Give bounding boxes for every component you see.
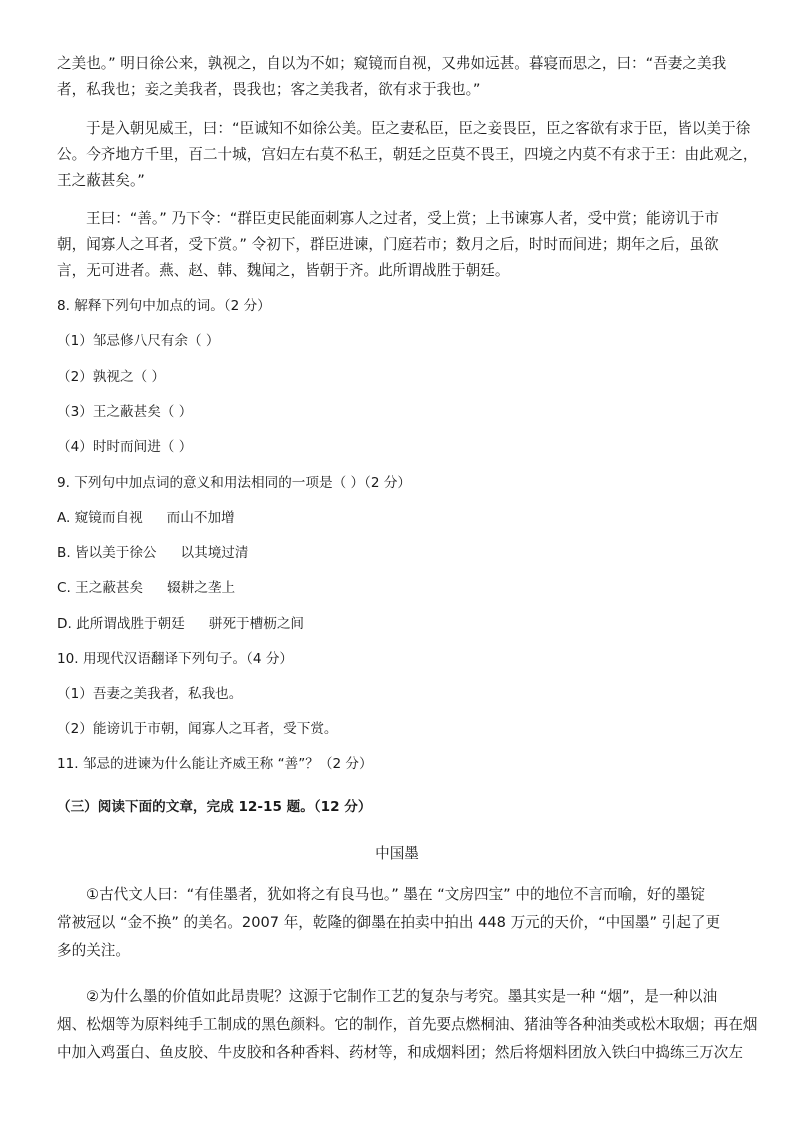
question-8-item: （1）邹忌修八尺有余（ ） (57, 333, 220, 349)
option-left: A. 窥镜而自视 (57, 510, 143, 526)
option-left: B. 皆以美于徐公 (57, 545, 157, 561)
question-10-item: （1）吾妻之美我者，私我也。 (57, 686, 243, 702)
question-10-item: （2）能谤讥于市朝，闻寡人之耳者，受下赏。 (57, 721, 338, 737)
passage-line: 言，无可进者。燕、赵、韩、魏闻之，皆朝于齐。此所谓战胜于朝廷。 (57, 262, 510, 279)
article-line: 中加入鸡蛋白、鱼皮胶、牛皮胶和各种香料、药材等，和成烟料团；然后将烟料团放入铁臼中捣练三万次左 (57, 1044, 743, 1061)
question-9-option-b (57, 543, 249, 563)
article-line: ②为什么墨的价值如此昂贵呢？这源于它制作工艺的复杂与考究。墨其实是一种 “烟”，是一种以油 (86, 988, 718, 1005)
question-9-stem: 9. 下列句中加点词的意义和用法相同的一项是（ ）（2 分） (57, 475, 412, 491)
option-right: 而山不加增 (166, 510, 235, 526)
question-10-stem: 10. 用现代汉语翻译下列句子。（4 分） (57, 651, 294, 667)
section-heading: （三）阅读下面的文章，完成 12-15 题。（12 分） (57, 799, 372, 815)
question-11-stem: 11. 邹忌的进谏为什么能让齐威王称 “善”？（2 分） (57, 756, 373, 772)
passage-line: 于是入朝见威王，曰：“臣诚知不如徐公美。臣之妻私臣，臣之妾畏臣，臣之客欲有求于臣，皆以美于徐 (86, 120, 751, 137)
question-9-option-d (57, 614, 304, 634)
passage-line: 朝，闻寡人之耳者，受下赏。” 令初下，群臣进谏，门庭若市；数月之后，时时而间进；期年之后，虽欲 (57, 236, 719, 253)
option-right: 辍耕之垄上 (167, 580, 236, 596)
question-8-stem: 8. 解释下列句中加点的词。（2 分） (57, 298, 271, 314)
option-left: D. 此所谓战胜于朝廷 (57, 616, 185, 632)
option-right: 以其境过清 (180, 545, 249, 561)
option-right: 骈死于槽枥之间 (208, 616, 305, 632)
passage-line: 王曰：“善。” 乃下令：“群臣吏民能面刺寡人之过者，受上赏；上书谏寡人者，受中赏；能谤讥于市 (86, 210, 719, 227)
passage-line: 者，私我也；妾之美我者，畏我也；客之美我者，欲有求于我也。” (57, 81, 481, 98)
question-8-item: （2）孰视之（ ） (57, 369, 166, 385)
article-line: 烟、松烟等为原料纯手工制成的黑色颜料。它的制作，首先要点燃桐油、猪油等各种油类或松木取烟；再在烟 (57, 1016, 758, 1033)
option-left: C. 王之蔽甚矣 (57, 580, 144, 596)
article-title: 中国墨 (375, 845, 419, 862)
question-9-option-c (57, 578, 235, 598)
article-line: 常被冠以 “金不换” 的美名。2007 年，乾隆的御墨在拍卖中拍出 448 万元的天价，“中国墨” 引起了更 (57, 914, 721, 931)
article-line: 多的关注。 (57, 942, 130, 959)
question-8-item: （4）时时而间进（ ） (57, 439, 193, 455)
question-9-option-a (57, 508, 235, 528)
passage-line: 公。今齐地方千里，百二十城，宫妇左右莫不私王，朝廷之臣莫不畏王，四境之内莫不有求于王：由此观之， (57, 146, 758, 163)
question-8-item: （3）王之蔽甚矣（ ） (57, 404, 193, 420)
article-line: ①古代文人曰：“有佳墨者，犹如将之有良马也。” 墨在 “文房四宝” 中的地位不言而喻，好的墨锭 (86, 886, 706, 903)
passage-line: 王之蔽甚矣。” (57, 172, 145, 189)
passage-line: 之美也。” 明日徐公来，孰视之，自以为不如；窥镜而自视，又弗如远甚。暮寝而思之，曰：“吾妻之美我 (57, 55, 727, 72)
